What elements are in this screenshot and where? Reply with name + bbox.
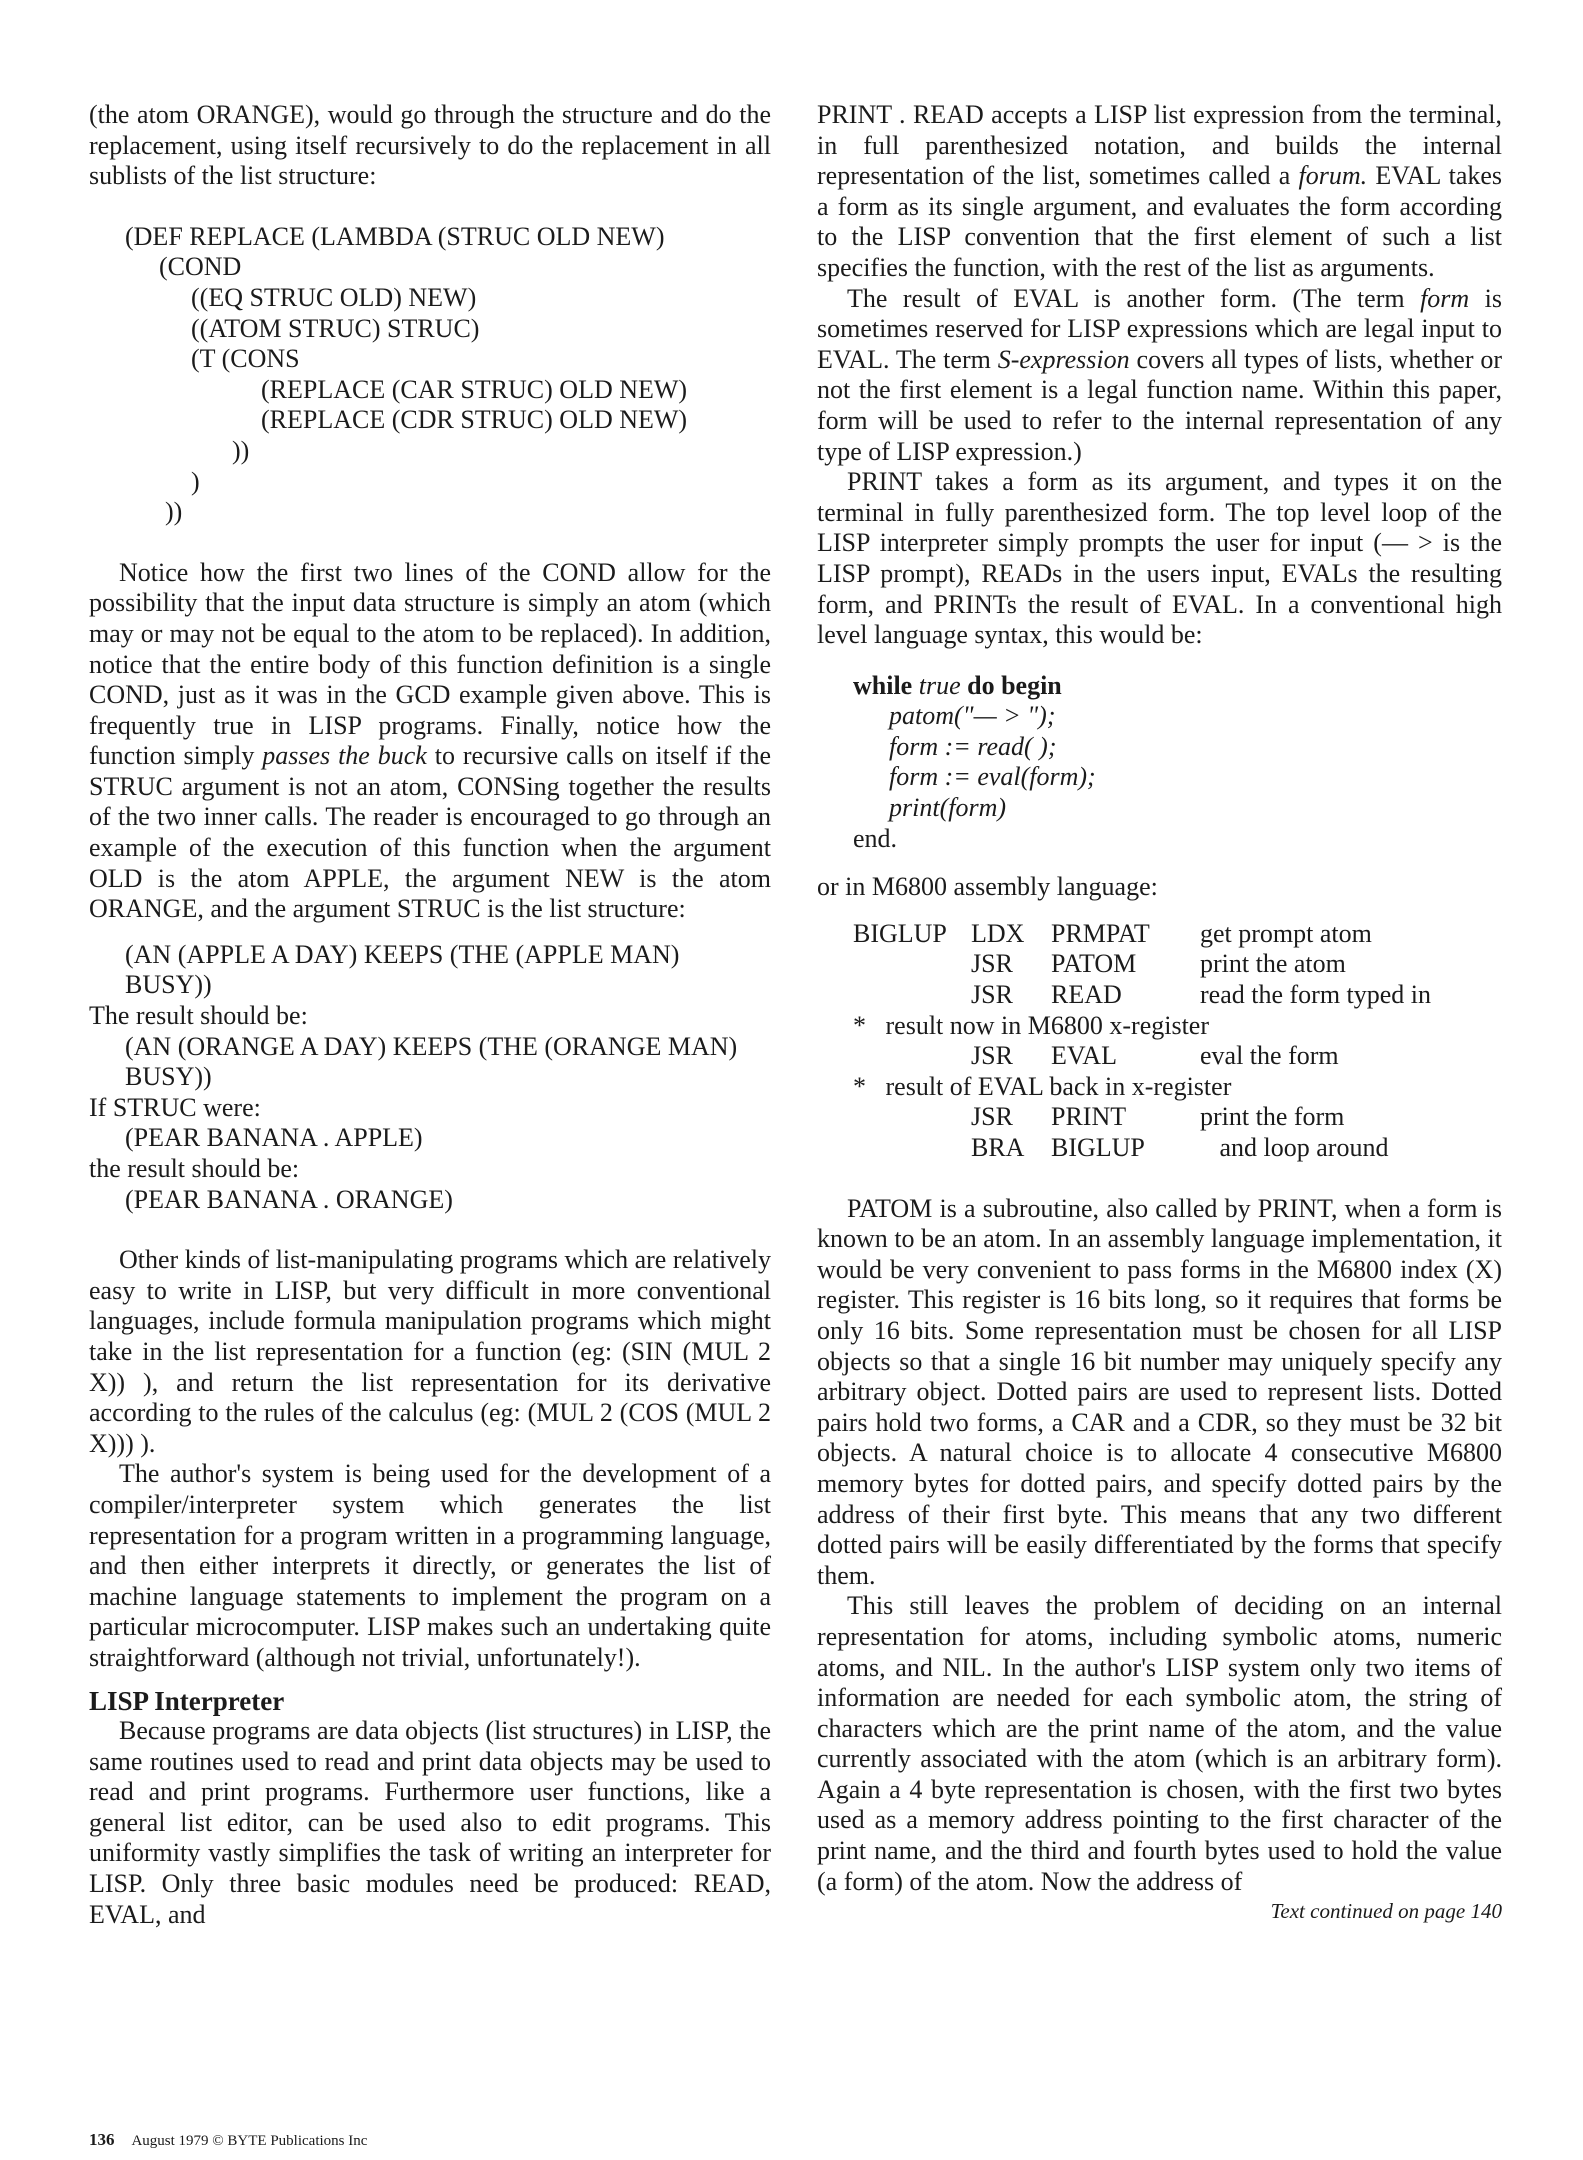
page-footer	[89, 2130, 367, 2150]
left-column	[89, 100, 771, 1930]
right-column	[817, 100, 1502, 1925]
section-heading: LISP Interpreter	[89, 1685, 285, 1716]
code-line: (T (CONS	[191, 344, 300, 374]
paragraph: Because programs are data objects (list structures) in LISP, the same routines used to read and print data objects may be used to read and print programs. Furthermore user functions, like a general list editor, can be used also to edit programs. This uniformity vastly simplifies the task of writing an interpreter for LISP. Only three basic modules need be produced: READ, EVAL, and	[89, 1716, 771, 1929]
code-line: end.	[853, 823, 898, 853]
asm-row: JSR PATOM print the atom	[971, 949, 1346, 979]
example-expression: (PEAR BANANA . APPLE)	[125, 1123, 423, 1153]
code-line: patom("— > ");	[889, 701, 1056, 731]
code-line: form := read( );	[889, 731, 1057, 761]
asm-row: BRA BIGLUP and loop around	[971, 1133, 1389, 1162]
paragraph: Other kinds of list-manipulating programs which are relatively easy to write in LISP, but very difficult in more conventional languages, include formula manipulation programs which might take in the list representation for a function (eg: (SIN (MUL 2 X)) ), and return the list representation for its derivative according to the rules of the calculus (eg: (MUL 2 (COS (MUL 2 X))) ).	[89, 1245, 771, 1458]
continuation-note: Text continued on page 140	[1270, 1899, 1502, 1924]
paragraph: The author's system is being used for the development of a compiler/interpreter system which generates the list representation for a program written in a programming language, and then either interprets it directly, or generates the list of machine language statements to implement the program on a particular microcomputer. LISP makes such an undertaking quite straightforward (although not trivial, unfortunately!).	[89, 1459, 771, 1672]
asm-row: BIGLUP LDX PRMPAT get prompt atom	[853, 918, 1372, 948]
code-line: form := eval(form);	[889, 762, 1096, 792]
paragraph: PRINT takes a form as its argument, and types it on the terminal in fully parenthesized form. The top level loop of the LISP interpreter simply prompts the user for input (— > is the LISP prompt), READs in the users input, EVALs the resulting form, and PRINTs the result of EVAL. In a conventional high level language syntax, this would be:	[817, 467, 1502, 650]
paragraph: PATOM is a subroutine, also called by PRINT, when a form is known to be an atom. In an assembly language implementation, it would be very convenient to pass forms in the M6800 index (X) register. This register is 16 bits long, so it requires that forms be only 16 bits. Some representation must be chosen for all LISP objects so that a single 16 bit number may uniquely specify any arbitrary object. Dotted pairs are used to represent lists. Dotted pairs hold two forms, a CAR and a CDR, so they must be 32 bit objects. A natural choice is to allocate 4 consecutive M6800 memory bytes for dotted pairs, and specify dotted pairs by the address of their first byte. This means that any two different dotted pairs will be easily differentiated by the forms that specify them.	[817, 1193, 1502, 1590]
lisp-code-block	[89, 222, 771, 528]
code-line: ((ATOM STRUC) STRUC)	[191, 313, 480, 343]
paragraph: This still leaves the problem of deciding on an internal representation for atoms, including symbolic atoms, numeric atoms, and NIL. In the author's LISP system only two items of information are needed for each symbolic atom, the string of characters which are the print name of the atom, and the value currently associated with the atom (which is an arbitrary form). Again a 4 byte representation is chosen, with the first two bytes used as a memory address pointing to the first character of the print name, and the third and fourth bytes used to hold the value (a form) of the atom. Now the address of	[817, 1591, 1502, 1896]
code-line: (REPLACE (CAR STRUC) OLD NEW)	[261, 374, 688, 404]
pseudocode-block	[817, 671, 1502, 855]
asm-row: JSR EVAL eval the form	[971, 1041, 1339, 1071]
example-expression: (PEAR BANANA . ORANGE)	[125, 1184, 453, 1214]
paragraph: The result of EVAL is another form. (The term form is sometimes reserved for LISP expressions which are legal input to EVAL. The term S-expression covers all types of lists, whether or not the first element is a legal function name. Within this paper, form will be used to refer to the internal representation of any type of LISP expression.)	[817, 283, 1503, 466]
code-line: print(form)	[889, 793, 1006, 823]
asm-row: JSR READ read the form typed in	[971, 980, 1432, 1010]
code-line: ))	[232, 435, 250, 465]
paragraph: Notice how the first two lines of the COND allow for the possibility that the input data structure is simply an atom (which may or may not be equal to the atom to be replaced). In addition, notice that the entire body of this function definition is a single COND, just as it was in the GCD example given above. This is frequently true in LISP programs. Finally, notice how the function simply passes the buck to recursive calls on itself if the STRUC argument is not an atom, CONSing together the results of the two inner calls. The reader is encouraged to go through an example of the execution of this function when the argument OLD is the atom APPLE, the argument NEW is the atom ORANGE, and the argument STRUC is the list structure:	[89, 557, 772, 924]
page-number: 136	[89, 2130, 115, 2149]
code-line: )	[191, 466, 200, 496]
example-label: The result should be:	[89, 1001, 308, 1031]
publication-credit: August 1979 © BYTE Publications Inc	[131, 2133, 368, 2149]
example-label: the result should be:	[89, 1154, 300, 1183]
code-line: ))	[165, 497, 183, 527]
assembly-listing	[853, 919, 1431, 1164]
code-line: (COND	[159, 252, 242, 282]
example-expression: (AN (ORANGE A DAY) KEEPS (THE (ORANGE MAN) BUSY))	[125, 1031, 738, 1092]
example-block	[89, 940, 771, 1215]
code-line: (REPLACE (CDR STRUC) OLD NEW)	[261, 405, 688, 435]
asm-comment-row: * result of EVAL back in x-register	[853, 1071, 1232, 1101]
example-label: If STRUC were:	[89, 1092, 261, 1122]
paragraph: or in M6800 assembly language:	[817, 872, 1158, 902]
example-expression: (AN (APPLE A DAY) KEEPS (THE (APPLE MAN) BUSY))	[125, 939, 680, 1000]
code-line: ((EQ STRUC OLD) NEW)	[191, 282, 477, 312]
asm-comment-row: * result now in M6800 x-register	[853, 1010, 1210, 1040]
paragraph: (the atom ORANGE), would go through the structure and do the replacement, using itself recursively to do the replacement in all sublists of the list structure:	[89, 100, 771, 191]
paragraph: PRINT . READ accepts a LISP list expression from the terminal, in full parenthesized notation, and builds the internal representation of the list, sometimes called a forum. EVAL takes a form as its single argument, and evaluates the form according to the LISP convention that the first element of such a list specifies the function, with the rest of the list as arguments.	[817, 100, 1503, 282]
code-line: while true do begin	[853, 670, 1062, 700]
asm-row: JSR PRINT print the form	[971, 1102, 1345, 1132]
code-line: (DEF REPLACE (LAMBDA (STRUC OLD NEW)	[125, 221, 665, 251]
